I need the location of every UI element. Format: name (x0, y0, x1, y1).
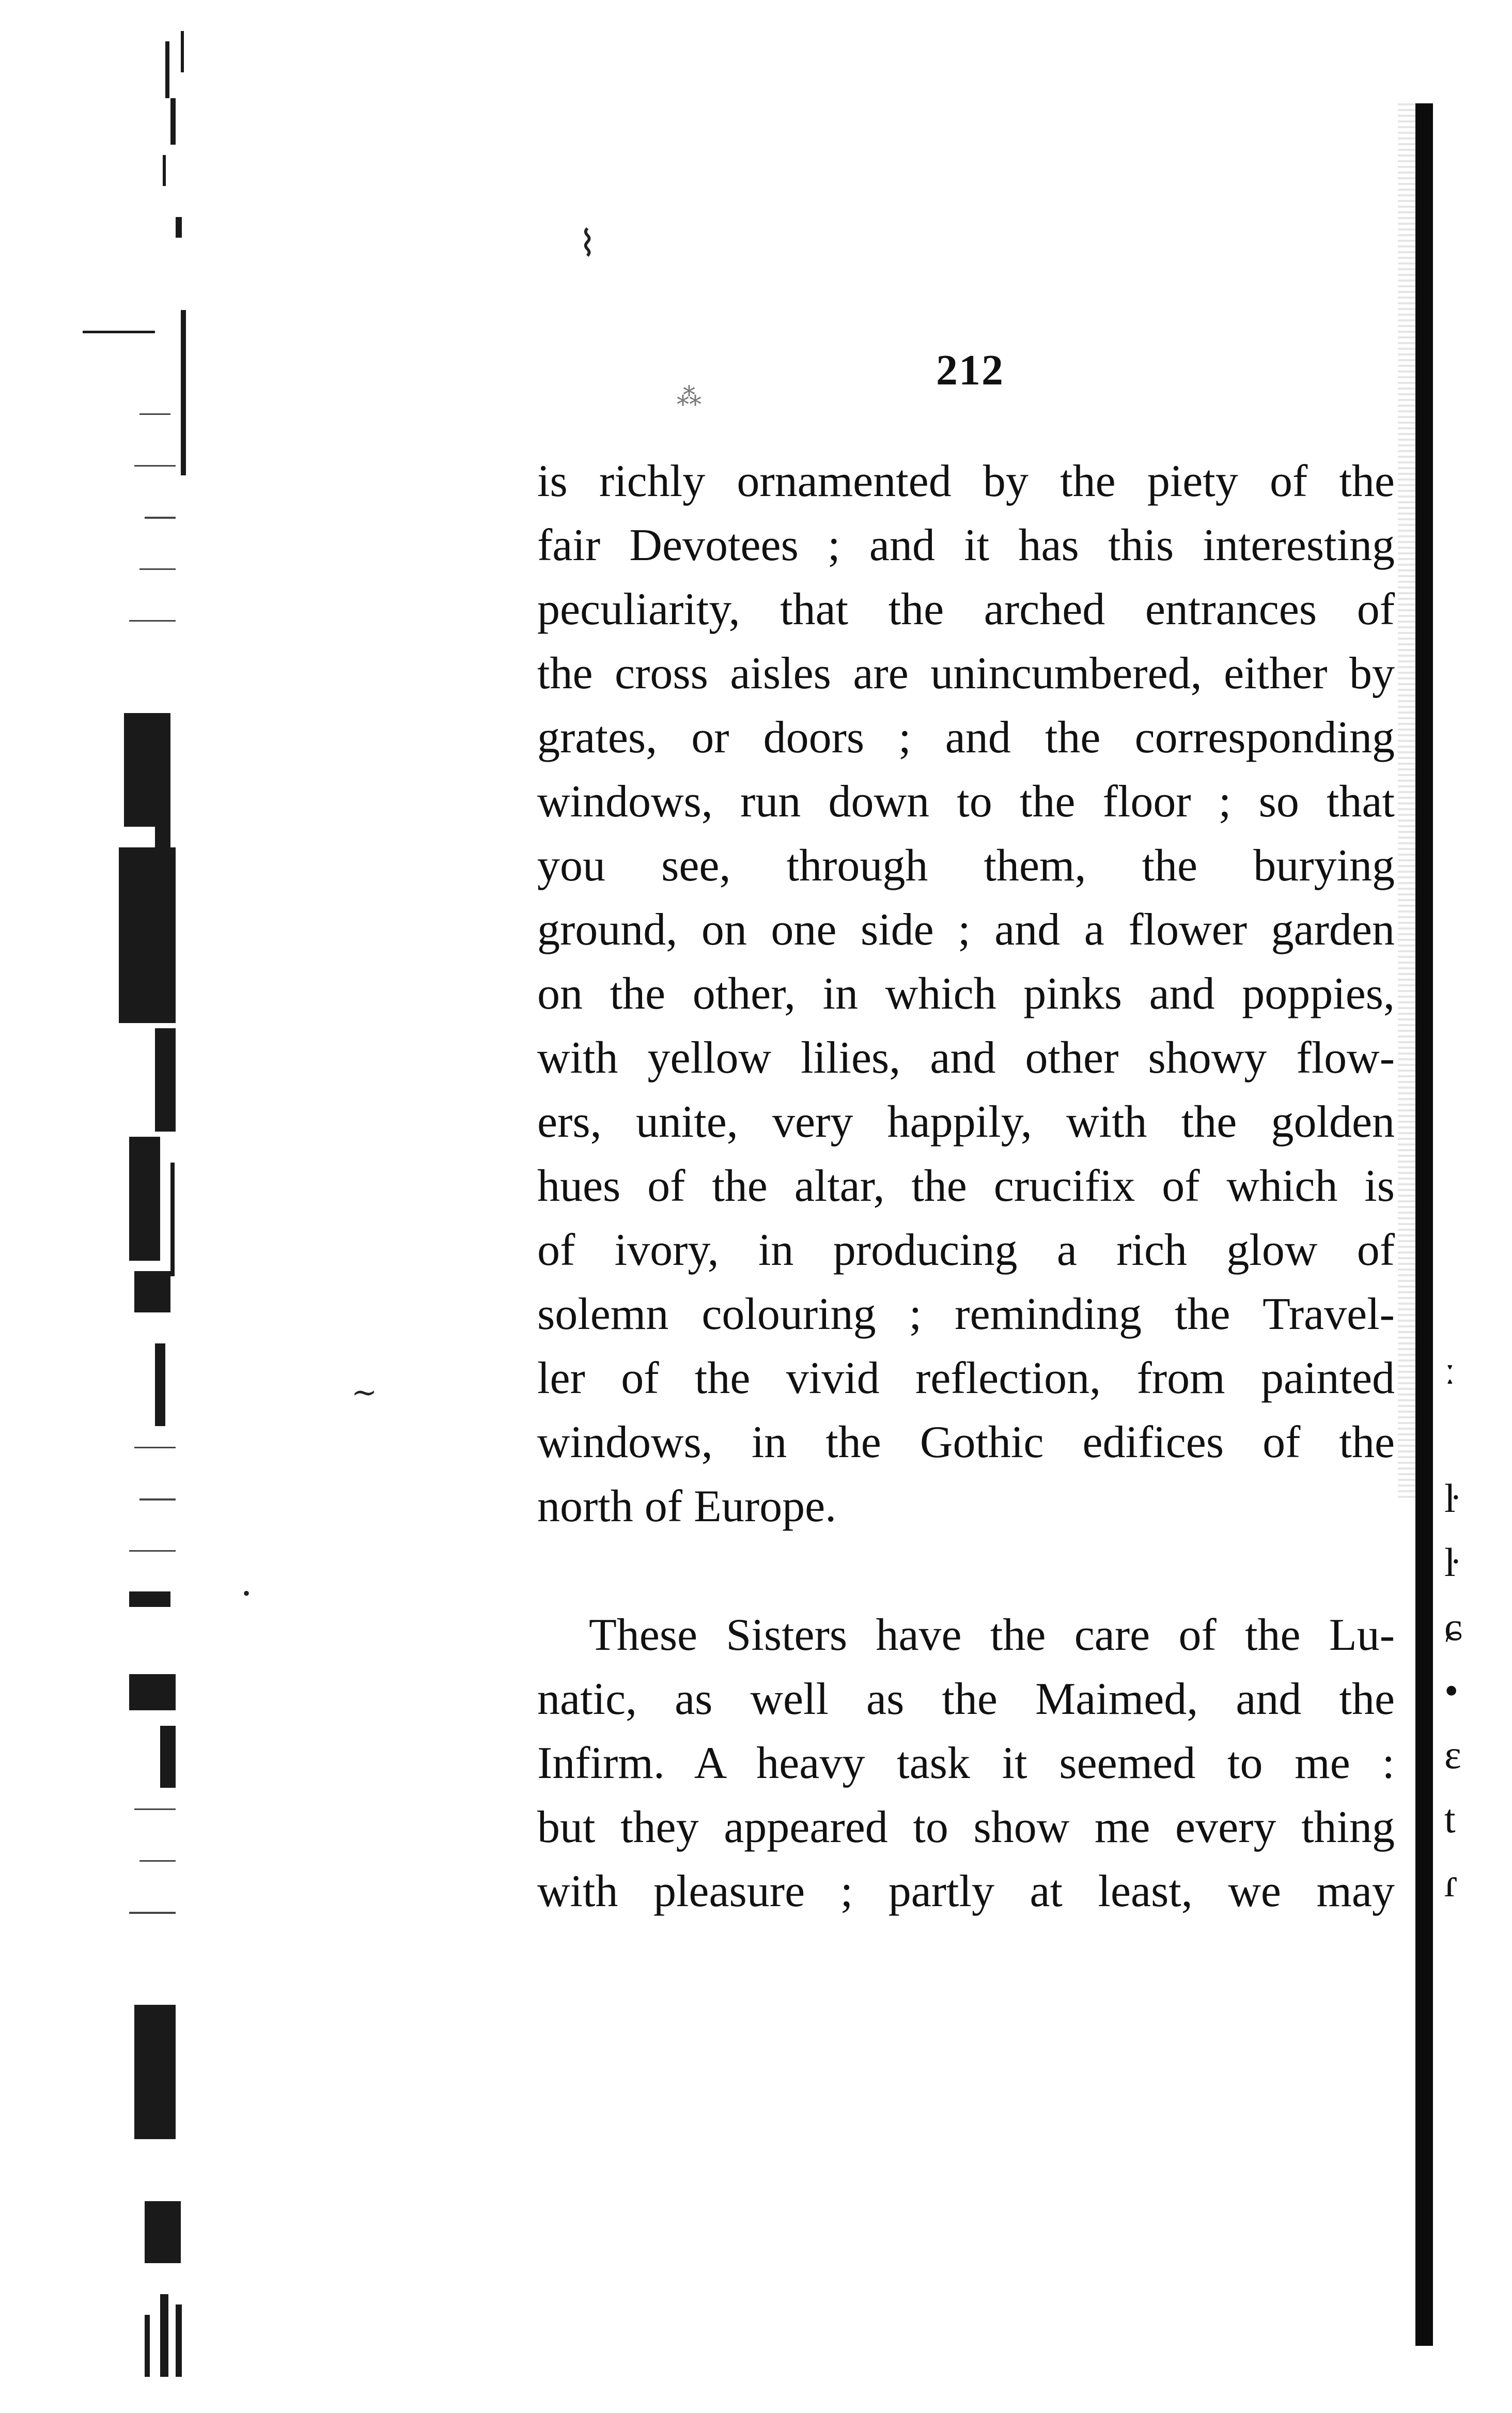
text-line: windows, in the Gothic edifices of the (537, 1417, 1395, 1467)
text-line: north of Europe. (537, 1481, 837, 1532)
edge-fragment: • (1444, 1668, 1459, 1713)
edge-fragment: ː (1444, 1348, 1456, 1393)
edge-fragment: ɾ (1444, 1860, 1458, 1905)
text-line: hues of the altar, the crucifix of which is (537, 1161, 1395, 1211)
edge-fragment: ɕ (1444, 1604, 1462, 1649)
text-line: with yellow lilies, and other showy flow- (537, 1033, 1395, 1083)
text-line: with pleasure ; partly at least, we may (537, 1866, 1395, 1916)
text-line: the cross aisles are unincumbered, either by (537, 648, 1395, 699)
page-number: 212 (936, 346, 1004, 394)
text-line: grates, or doors ; and the corresponding (537, 713, 1395, 763)
paragraph-gap (537, 1539, 1395, 1603)
text-line: ler of the vivid reflection, from painted (537, 1353, 1395, 1403)
edge-fragment: ŀ (1444, 1476, 1458, 1521)
stray-ink-mark: ∼ (351, 1375, 378, 1410)
binding-shadow (1398, 103, 1415, 1498)
stray-ink-mark: ⌇ (579, 224, 597, 264)
stray-ink-mark: • (243, 1582, 251, 1605)
text-line: solemn colouring ; reminding the Travel- (537, 1289, 1395, 1339)
text-line: but they appeared to show me every thing (537, 1802, 1395, 1852)
edge-fragment (1444, 1402, 1486, 1466)
text-line: is richly ornamented by the piety of the (537, 456, 1395, 506)
gutter-scan-noise (52, 0, 207, 2413)
facing-page-fragments (1444, 1338, 1486, 1915)
stray-ink-mark: ⁂ (677, 383, 702, 411)
edge-fragment: ɛ (1444, 1732, 1461, 1777)
text-line: ground, on one side ; and a flower garden (537, 905, 1395, 955)
edge-fragment: t (1444, 1796, 1456, 1841)
text-line: Infirm. A heavy task it seemed to me : (537, 1738, 1395, 1788)
text-line: peculiarity, that the arched entrances of (537, 584, 1395, 635)
paragraph (537, 1603, 1395, 1924)
paragraph (537, 450, 1395, 1539)
text-line: natic, as well as the Maimed, and the (537, 1674, 1395, 1724)
text-line: of ivory, in producing a rich glow of (537, 1225, 1395, 1275)
edge-fragment: ŀ (1444, 1540, 1458, 1585)
binding-edge (1415, 103, 1433, 2346)
text-line: ers, unite, very happily, with the golden (537, 1097, 1395, 1147)
text-line: you see, through them, the burying (537, 841, 1395, 891)
text-line: on the other, in which pinks and poppies, (537, 969, 1395, 1019)
text-line: fair Devotees ; and it has this interesting (537, 520, 1395, 570)
body-text (537, 450, 1395, 1924)
text-line: windows, run down to the floor ; so that (537, 777, 1395, 827)
text-line: These Sisters have the care of the Lu- (589, 1610, 1395, 1660)
